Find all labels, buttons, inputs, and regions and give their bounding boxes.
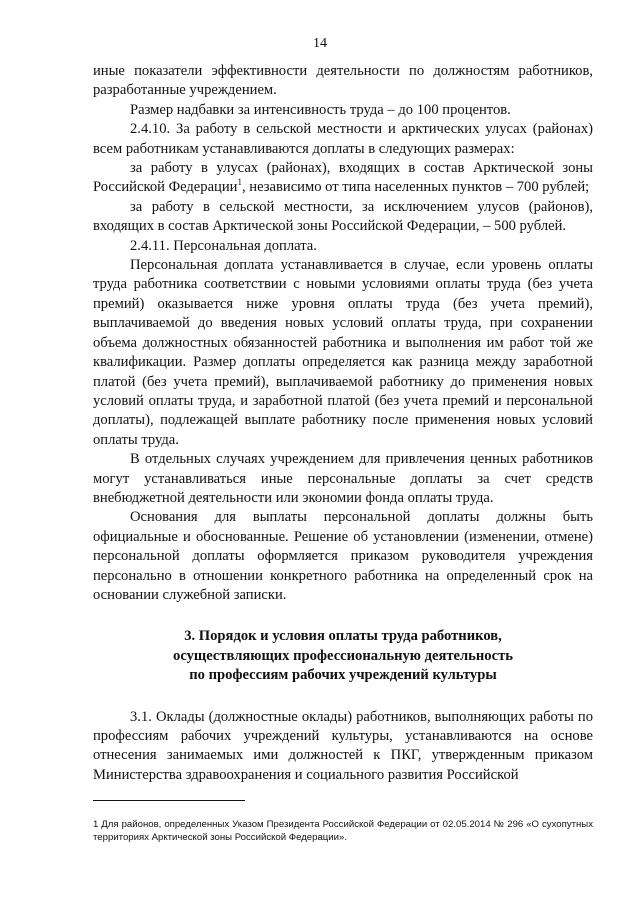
footnote-divider (93, 800, 245, 801)
section-heading (93, 627, 593, 685)
paragraph: 2.4.10. За работу в сельской местности и арктических улусах (районах) всем работникам устанавливаются доплаты в следующих размерах: (93, 121, 593, 157)
paragraph: 3.1. Оклады (должностные оклады) работников, выполняющих работы по профессиям рабочих учреждений культуры, устанавливаются на основе отнесения занимаемых ими должностей к ПКГ, утвержденным приказом Министерства здравоохранения и социального развития Российской (93, 708, 593, 783)
heading-line: 3. Порядок и условия оплаты труда работников, (184, 628, 502, 645)
paragraph-text: за работу в улусах (районах), входящих в состав Арктической зоны Российской Федерации (93, 160, 593, 196)
paragraph: Основания для выплаты персональной доплаты должны быть официальные и обоснованные. Решение об установлении (изменении, отмене) персональной доплаты оформляется приказом руководителя учреждения персонально в отношении конкретного работника на определенный срок на основании служебной записки. (93, 509, 593, 603)
paragraph-text: , независимо от типа населенных пунктов – 700 рублей; (242, 179, 590, 196)
paragraph: 2.4.11. Персональная доплата. (130, 237, 317, 254)
paragraph: за работу в сельской местности, за исключением улусов (районов), входящих в состав Арктической зоны Российской Федерации, – 500 рублей. (93, 198, 593, 235)
heading-line: по профессиям рабочих учреждений культуры (189, 667, 497, 684)
page-number: 14 (313, 36, 327, 51)
paragraph: иные показатели эффективности деятельности по должностям работников, разработанные учреждением. (93, 63, 593, 99)
document-body (93, 62, 593, 785)
footnote: 1 Для районов, определенных Указом Президента Российской Федерации от 02.05.2014 № 296 «О сухопутных территориях Арктической зоны Российской Федерации». (93, 819, 593, 843)
paragraph: Персональная доплата устанавливается в случае, если уровень оплаты труда работника соответствии с новыми условиями оплаты труда (без учета премий) оказывается ниже уровня оплаты труда (без учета премий), выплачиваемой до введения новых условий оплаты труда, при сохранении объема должностных обязанностей работника и выполнения им работ той же квалификации. Размер доплаты определяется как разница между заработной платой (без учета премий), выплачиваемой работнику до применения новых условий оплаты труда, и заработной платой (без учета премий и персональной доплаты), подлежащей выплате работнику после применения новых условий оплаты труда. (93, 257, 593, 448)
paragraph: Размер надбавки за интенсивность труда – до 100 процентов. (130, 101, 511, 118)
footnote-reference: 1 (237, 177, 242, 188)
paragraph: В отдельных случаях учреждением для привлечения ценных работников могут устанавливаться иные персональные доплаты за счет средств внебюджетной деятельности или экономии фонда оплаты труда. (93, 451, 593, 506)
heading-line: осуществляющих профессиональную деятельность (173, 647, 513, 664)
paragraph-with-footnote (93, 159, 593, 198)
